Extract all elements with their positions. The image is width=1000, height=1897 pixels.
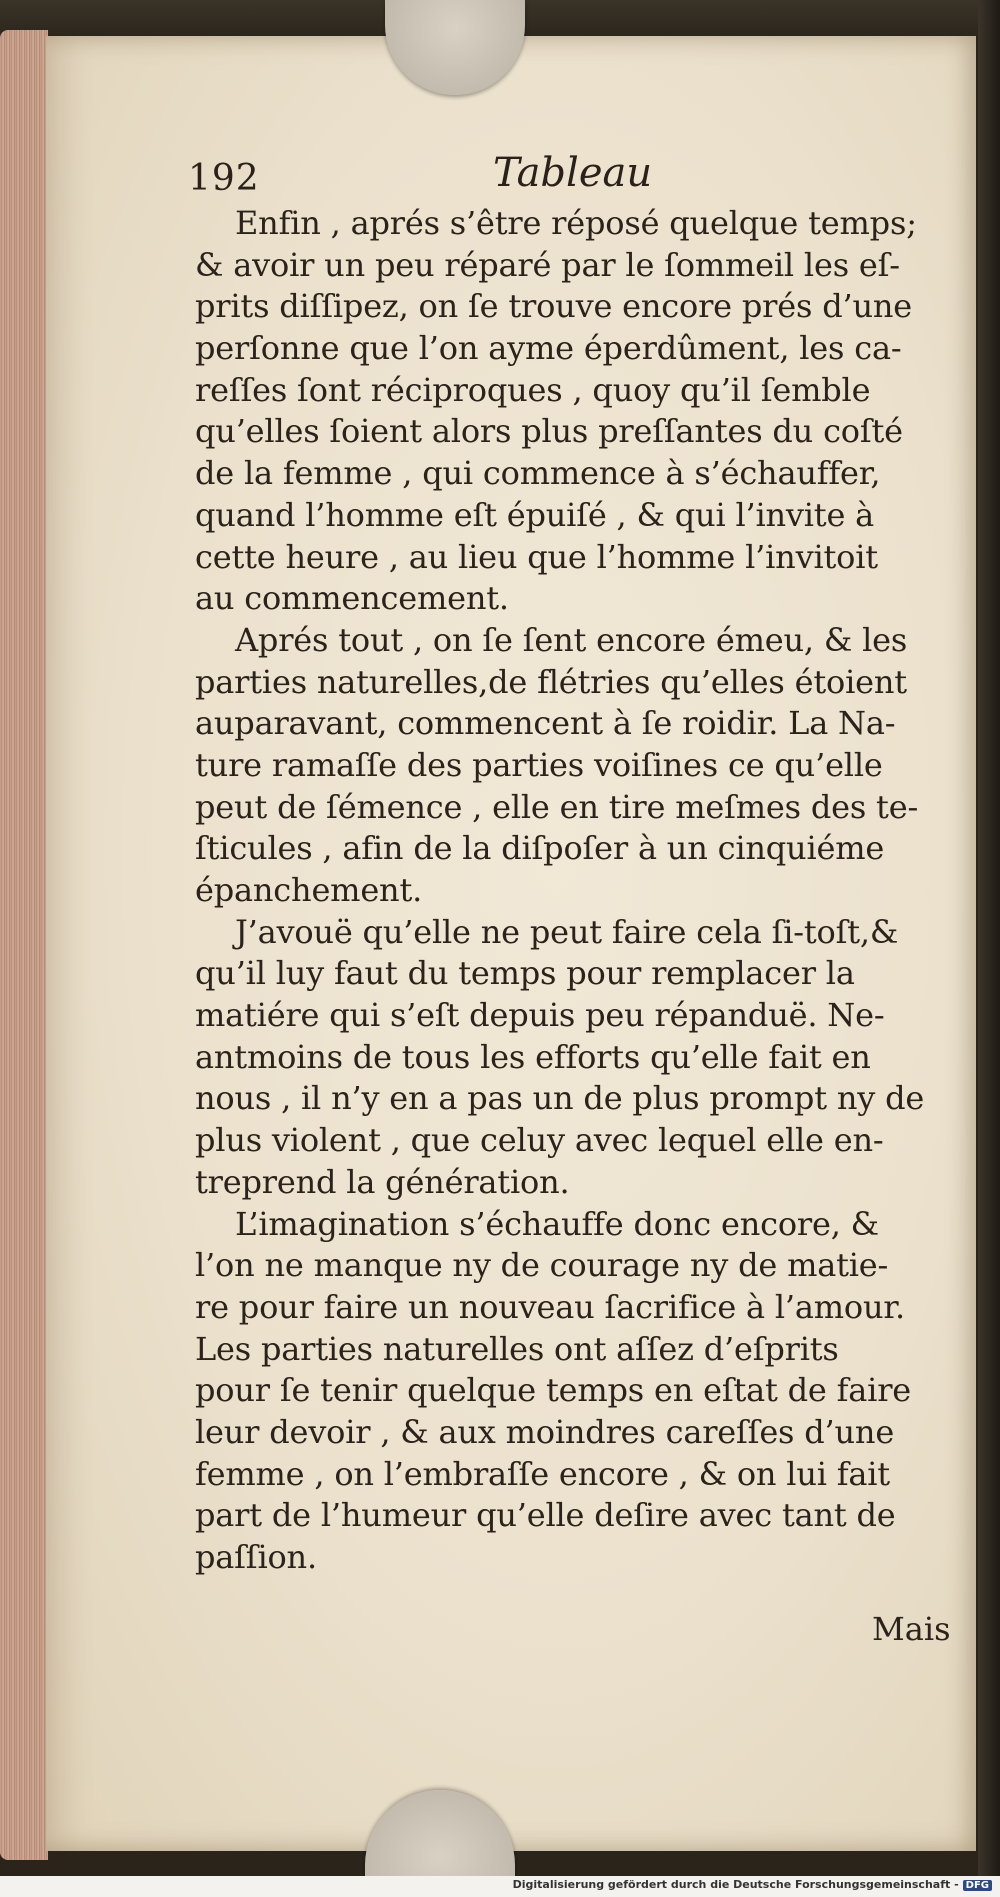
text-line: treprend la génération.: [195, 1162, 570, 1201]
footer-bar: [0, 1876, 1000, 1897]
text-line: femme , on l’embraſſe encore , & on lui fait: [195, 1454, 890, 1493]
text-line: leur devoir , & aux moindres careſſes d’une: [195, 1412, 895, 1451]
page-edges: [0, 30, 48, 1860]
cover-board-right: [978, 0, 1000, 1897]
text-line: re pour faire un nouveau ſacrifice à l’amour.: [195, 1287, 905, 1326]
text-line: prits diſſipez, on ſe trouve encore prés d’une: [195, 287, 913, 326]
text-line: part de l’humeur qu’elle deſire avec tant de: [195, 1496, 896, 1535]
text-line: perſonne que l’on ayme éperdûment, les ca-: [195, 329, 902, 368]
text-line: Les parties naturelles ont aſſez d’eſprits: [195, 1329, 839, 1368]
page-header: [188, 150, 968, 210]
text-line: pour ſe tenir quelque temps en eſtat de faire: [195, 1371, 912, 1410]
text-line: quand l’homme eſt épuiſé , & qui l’invite à: [195, 495, 875, 534]
text-line: parties naturelles,de flétries qu’elles étoient: [195, 662, 907, 701]
text-line: de la femme , qui commence à s’échauffer,: [195, 454, 881, 493]
text-line: Enfin , aprés s’être réposé quelque temps;: [235, 204, 917, 242]
text-line: Aprés tout , on ſe ſent encore émeu, & les: [235, 620, 908, 659]
text-line: l’on ne manque ny de courage ny de matie-: [195, 1246, 889, 1285]
text-line: L’imagination s’échauffe donc encore, &: [235, 1204, 879, 1243]
text-line: ture ramaſſe des parties voiſines ce qu’elle: [195, 745, 883, 784]
text-line: nous , il n’y en a pas un de plus prompt ny de: [195, 1079, 925, 1118]
footer-credit: [513, 1878, 992, 1891]
text-line: & avoir un peu réparé par le ſommeil les eſ-: [195, 245, 900, 284]
text-line: J’avouë qu’elle ne peut faire cela ſi-toſt,&: [235, 912, 899, 951]
body-text: [195, 203, 965, 1579]
dfg-logo-icon: DFG: [963, 1880, 992, 1891]
footer-credit-text: Digitalisierung gefördert durch die Deutsche Forschungsgemeinschaft -: [512, 1878, 959, 1891]
text-line: matiére qui s’eſt depuis peu répanduë. Ne-: [195, 996, 885, 1035]
text-line: antmoins de tous les efforts qu’elle fait en: [195, 1037, 871, 1076]
text-line: auparavant, commencent à ſe roidir. La Na-: [195, 704, 896, 743]
text-line: paſſion.: [195, 1538, 317, 1576]
text-line: ſticules , afin de la diſpoſer à un cinquiéme: [195, 829, 885, 868]
text-line: qu’elles ſoient alors plus preſſantes du coſté: [195, 412, 903, 451]
page-number: 192: [188, 158, 260, 199]
text-line: épanchement.: [195, 871, 423, 909]
text-line: plus violent , que celuy avec lequel elle en-: [195, 1121, 884, 1160]
text-line: reſſes ſont réciproques , quoy qu’il ſemble: [195, 370, 871, 409]
running-head: Tableau: [493, 150, 653, 196]
text-line: qu’il luy faut du temps pour remplacer la: [195, 954, 855, 993]
catchword: Mais: [872, 1610, 951, 1648]
text-line: au commencement.: [195, 579, 509, 618]
text-line: cette heure , au lieu que l’homme l’invitoit: [195, 537, 878, 576]
text-line: peut de ſémence , elle en tire meſmes des te-: [195, 787, 919, 826]
